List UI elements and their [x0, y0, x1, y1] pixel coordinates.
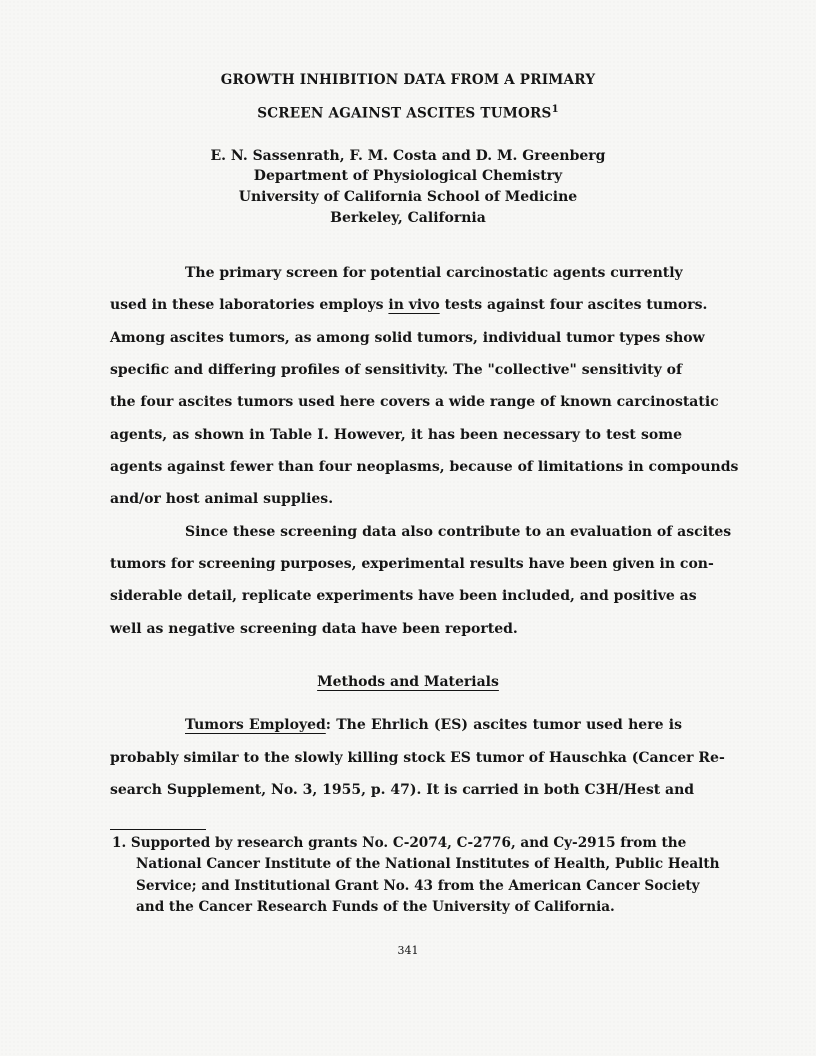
para3-line-1-rest: : The Ehrlich (ES) ascites tumor used here is: [325, 717, 682, 733]
footnote-line-2: National Cancer Institute of the National Institutes of Health, Public Health: [136, 856, 720, 872]
footnote-line-4: and the Cancer Research Funds of the University of California.: [136, 899, 615, 915]
para1-line-2-post: tests against four ascites tumors.: [439, 297, 708, 313]
para3-line-2: probably similar to the slowly killing stock ES tumor of Hauschka (Cancer Re-: [110, 750, 725, 766]
tumors-employed-label: Tumors Employed: [185, 717, 326, 733]
footnote-line-1: 1. Supported by research grants No. C-2074, C-2776, and Cy-2915 from the: [112, 835, 687, 851]
affiliation-university: University of California School of Medicine: [238, 189, 578, 205]
para1-line-3: Among ascites tumors, as among solid tumors, individual tumor types show: [110, 330, 705, 346]
in-vivo-emphasis: in vivo: [388, 297, 440, 313]
para1-line-6: agents, as shown in Table I. However, it has been necessary to test some: [110, 427, 682, 443]
para1-line-7: agents against fewer than four neoplasms, because of limitations in compounds: [110, 459, 739, 475]
section-heading: Methods and Materials: [317, 674, 499, 690]
para2-line-2: tumors for screening purposes, experimental results have been given in con-: [110, 556, 714, 572]
affiliation-department: Department of Physiological Chemistry: [253, 168, 563, 184]
section-heading-row: [0, 674, 816, 690]
para1-line-1: The primary screen for potential carcinostatic agents currently: [185, 265, 683, 281]
para1-line-8: and/or host animal supplies.: [110, 491, 334, 507]
footnote-line-3: Service; and Institutional Grant No. 43 from the American Cancer Society: [136, 878, 700, 894]
affiliation-city: Berkeley, California: [330, 210, 486, 226]
authors: E. N. Sassenrath, F. M. Costa and D. M. Greenberg: [210, 148, 606, 164]
para1-line-2: [110, 297, 708, 313]
page-number: 341: [397, 944, 419, 957]
para2-line-1: Since these screening data also contribute to an evaluation of ascites: [185, 524, 732, 540]
title-footnote-marker: 1: [551, 104, 559, 115]
title-text-1: GROWTH INHIBITION DATA FROM A PRIMARY: [220, 72, 596, 88]
para3-line-3: search Supplement, No. 3, 1955, p. 47). It is carried in both C3H/Hest and: [110, 782, 695, 798]
para3-line-1: [185, 717, 682, 733]
footnote-rule: [110, 829, 206, 830]
para2-line-3: siderable detail, replicate experiments have been included, and positive as: [110, 588, 697, 604]
title-text-2: SCREEN AGAINST ASCITES TUMORS: [257, 105, 552, 122]
para1-line-4: specific and differing profiles of sensitivity. The "collective" sensitivity of: [110, 362, 682, 378]
title-line-1: [0, 72, 816, 88]
para1-line-2-pre: used in these laboratories employs: [110, 297, 389, 313]
para2-line-4: well as negative screening data have been reported.: [110, 621, 518, 637]
para1-line-5: the four ascites tumors used here covers a wide range of known carcinostatic: [110, 394, 719, 410]
title-line-2: [0, 104, 816, 122]
